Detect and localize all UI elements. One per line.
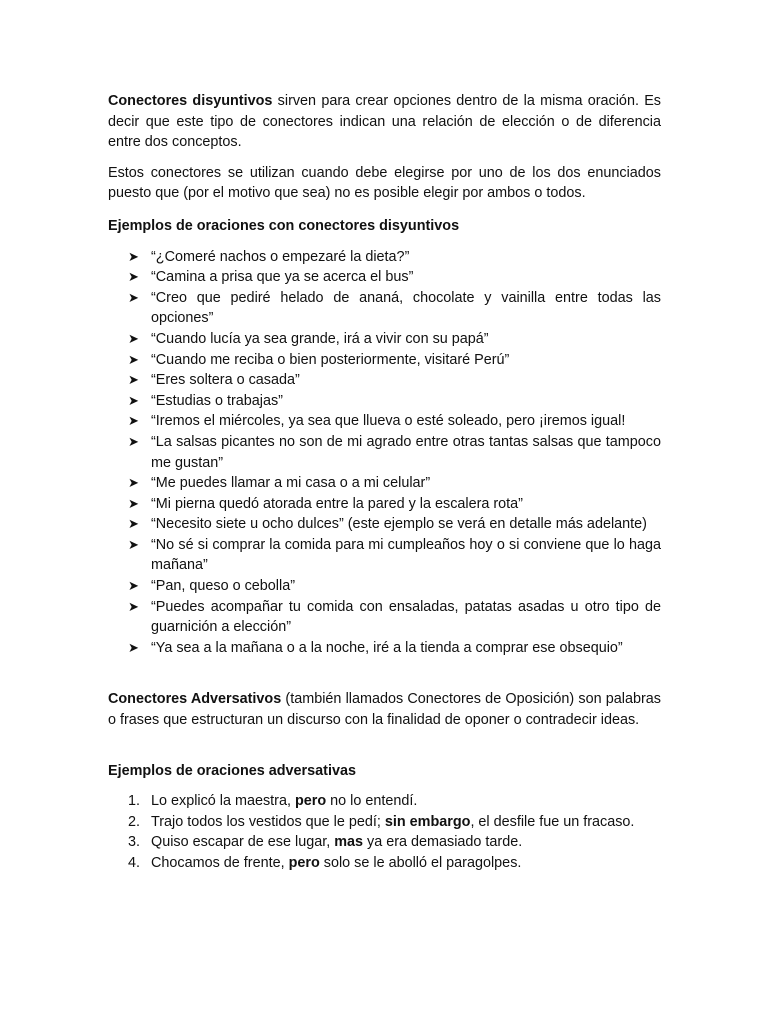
item-number: 3. bbox=[128, 834, 141, 851]
arrowhead-bullet-icon: ➤ bbox=[128, 351, 139, 367]
arrowhead-bullet-icon: ➤ bbox=[128, 289, 139, 305]
arrowhead-bullet-icon: ➤ bbox=[128, 495, 139, 511]
arrowhead-bullet-icon: ➤ bbox=[128, 639, 139, 655]
example-text: “La salsas picantes no son de mi agrado entre otras tantas salsas que tampoco me gustan” bbox=[151, 433, 661, 471]
item-text-after: , el desfile fue un fracaso. bbox=[470, 813, 635, 830]
example-text: “Estudias o trabajas” bbox=[151, 392, 283, 409]
arrowhead-bullet-icon: ➤ bbox=[128, 598, 139, 614]
example-text: “Mi pierna quedó atorada entre la pared y la escalera rota” bbox=[151, 495, 523, 512]
document-body bbox=[108, 91, 661, 874]
arrowhead-bullet-icon: ➤ bbox=[128, 516, 139, 532]
example-item bbox=[108, 597, 661, 638]
example-text: “Pan, queso o cebolla” bbox=[151, 578, 295, 595]
example-item bbox=[108, 267, 661, 288]
adversative-paragraph bbox=[108, 689, 661, 730]
adversative-heading: Ejemplos de oraciones adversativas bbox=[108, 762, 356, 779]
item-text-after: no lo entendí. bbox=[326, 793, 418, 810]
item-text-after: ya era demasiado tarde. bbox=[363, 834, 523, 851]
example-item bbox=[108, 535, 661, 576]
example-text: “Creo que pediré helado de ananá, chocolate y vainilla entre todas las opciones” bbox=[151, 289, 661, 327]
adversative-term: Conectores Adversativos bbox=[108, 691, 282, 708]
item-text-before: Quiso escapar de ese lugar, bbox=[151, 834, 335, 851]
usage-paragraph: Estos conectores se utilizan cuando debe elegirse por uno de los dos enunciados puesto que (por el motivo que sea) no es posible elegir por ambos o todos. bbox=[108, 164, 661, 202]
arrowhead-bullet-icon: ➤ bbox=[128, 536, 139, 552]
adversative-text: (también llamados Conectores de Oposición) son palabras o frases que estructuran un discurso con la finalidad de oponer o contradecir ideas. bbox=[108, 691, 661, 729]
example-text: “Cuando me reciba o bien posteriormente, visitaré Perú” bbox=[151, 351, 510, 368]
example-item bbox=[108, 432, 661, 473]
item-text-before: Chocamos de frente, bbox=[151, 855, 289, 871]
example-text: “No sé si comprar la comida para mi cumpleaños hoy o si conviene que lo haga mañana” bbox=[151, 536, 661, 574]
example-item bbox=[108, 350, 661, 371]
arrowhead-bullet-icon: ➤ bbox=[128, 392, 139, 408]
arrowhead-bullet-icon: ➤ bbox=[128, 330, 139, 346]
item-connector: mas bbox=[334, 834, 364, 851]
intro-text: sirven para crear opciones dentro de la misma oración. Es decir que este tipo de conectores indican una relación de elección o de diferencia entre dos conceptos. bbox=[108, 93, 661, 151]
arrowhead-bullet-icon: ➤ bbox=[128, 433, 139, 449]
example-text: “Camina a prisa que ya se acerca el bus” bbox=[151, 269, 414, 286]
item-number: 2. bbox=[128, 813, 141, 830]
arrowhead-bullet-icon: ➤ bbox=[128, 578, 139, 594]
example-text: “Puedes acompañar tu comida con ensaladas, patatas asadas u otro tipo de guarnición a elección” bbox=[151, 598, 661, 636]
example-item bbox=[108, 391, 661, 412]
arrowhead-bullet-icon: ➤ bbox=[128, 413, 139, 429]
example-text: “Cuando lucía ya sea grande, irá a vivir con su papá” bbox=[151, 330, 489, 347]
adversative-item bbox=[108, 791, 661, 812]
adversative-item bbox=[108, 832, 661, 853]
item-connector: pero bbox=[294, 793, 327, 810]
item-connector: pero bbox=[288, 855, 320, 871]
intro-term: Conectores disyuntivos bbox=[108, 93, 273, 109]
example-text: “Eres soltera o casada” bbox=[151, 372, 300, 389]
item-text-before: Lo explicó la maestra, bbox=[151, 793, 295, 810]
examples-list bbox=[108, 247, 661, 659]
example-item bbox=[108, 411, 661, 432]
example-item bbox=[108, 576, 661, 597]
arrowhead-bullet-icon: ➤ bbox=[128, 248, 139, 264]
example-text: “Ya sea a la mañana o a la noche, iré a la tienda a comprar ese obsequio” bbox=[151, 639, 623, 656]
example-item bbox=[108, 514, 661, 535]
arrowhead-bullet-icon: ➤ bbox=[128, 269, 139, 285]
example-item bbox=[108, 288, 661, 329]
item-connector: sin embargo bbox=[384, 813, 471, 830]
adversative-list bbox=[108, 791, 661, 873]
example-item bbox=[108, 329, 661, 350]
example-text: “Me puedes llamar a mi casa o a mi celular” bbox=[151, 475, 431, 492]
example-item bbox=[108, 494, 661, 515]
arrowhead-bullet-icon: ➤ bbox=[128, 475, 139, 491]
examples-heading: Ejemplos de oraciones con conectores disyuntivos bbox=[108, 217, 460, 234]
item-number: 1. bbox=[128, 793, 141, 810]
example-text: “¿Comeré nachos o empezaré la dieta?” bbox=[151, 248, 410, 265]
example-text: “Necesito siete u ocho dulces” (este ejemplo se verá en detalle más adelante) bbox=[151, 516, 647, 533]
example-item bbox=[108, 638, 661, 659]
item-number: 4. bbox=[128, 855, 141, 871]
example-item bbox=[108, 370, 661, 391]
adversative-item bbox=[108, 853, 661, 874]
intro-paragraph bbox=[108, 91, 661, 153]
item-text-before: Trajo todos los vestidos que le pedí; bbox=[151, 813, 385, 830]
arrowhead-bullet-icon: ➤ bbox=[128, 372, 139, 388]
example-item bbox=[108, 473, 661, 494]
example-text: “Iremos el miércoles, ya sea que llueva o esté soleado, pero ¡iremos igual! bbox=[151, 413, 626, 430]
adversative-item bbox=[108, 812, 661, 833]
item-text-after: solo se le abolló el paragolpes. bbox=[319, 855, 522, 871]
example-item bbox=[108, 247, 661, 268]
